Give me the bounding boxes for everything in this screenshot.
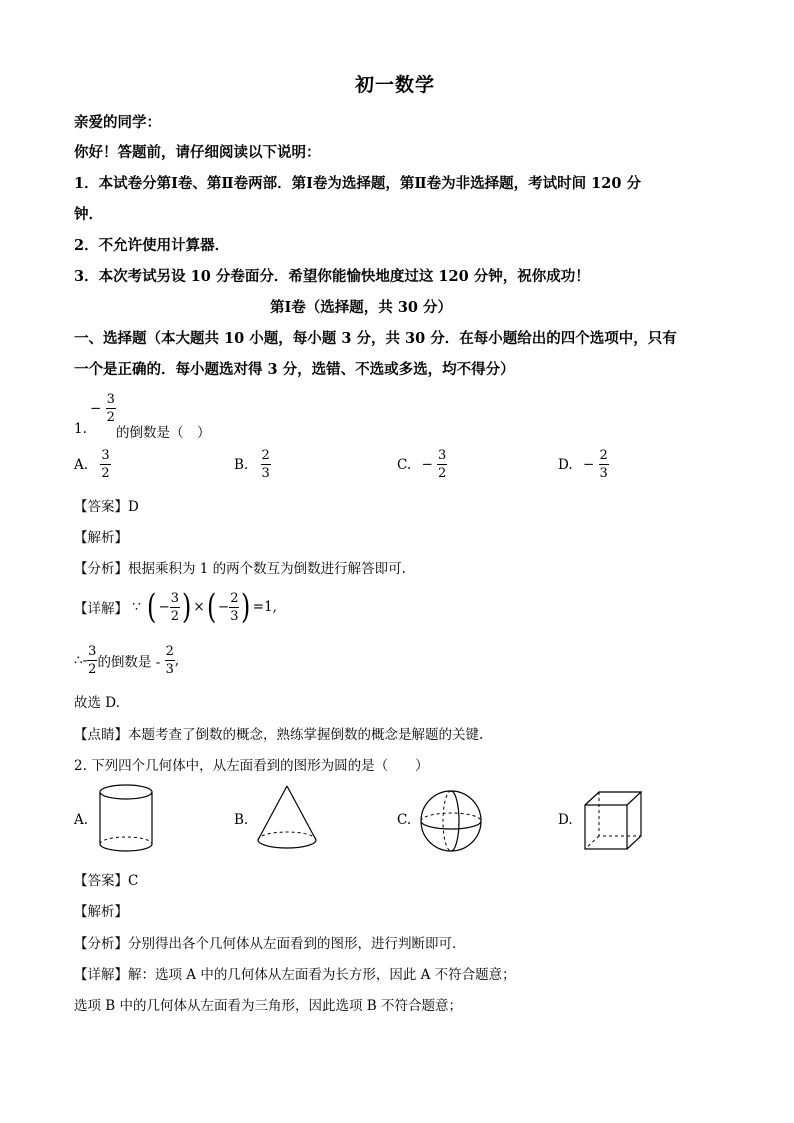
q2-detail-line-1 (74, 963, 516, 983)
q2-detail-line-2: 选项 B 中的几何体从左面看为三角形，因此选项 B 不符合题意； (74, 998, 463, 1014)
option-letter: A. (74, 456, 89, 473)
fraction-denominator: 3 (261, 466, 270, 481)
minus-sign: − (90, 400, 102, 417)
cylinder-icon (96, 782, 156, 854)
answer-tag: 【答案】 (74, 873, 128, 889)
q2-option-b-letter: B. (234, 812, 249, 828)
option-letter: D. (558, 456, 573, 473)
q1-detail-therefore (74, 645, 179, 676)
sphere-icon (418, 788, 484, 854)
q1-option-c (397, 449, 447, 480)
times-sign: × (193, 599, 205, 615)
q2-analysis-tag: 【解析】 (74, 904, 128, 920)
fraction-denominator: 2 (101, 466, 110, 481)
rule-2: 2．不允许使用计算器． (74, 237, 230, 254)
fraction-numerator: 3 (106, 392, 115, 407)
rule-1-line-2: 钟． (74, 206, 103, 223)
right-paren: ) (241, 587, 251, 627)
left-paren: ( (206, 587, 216, 627)
q1-expression (90, 393, 116, 424)
answer-value: C (128, 873, 139, 889)
fraction (100, 449, 110, 480)
option-sign: − (582, 456, 595, 473)
q1-option-b (234, 449, 271, 480)
detail-tag: 【详解】 (74, 967, 128, 983)
detail-text: 解：选项 A 中的几何体从左面看为长方形，因此 A 不符合题意； (128, 967, 516, 983)
fraction (229, 592, 239, 623)
page-title: 初一数学 (355, 74, 436, 96)
option-letter: C. (397, 456, 412, 473)
rule-3: 3．本次考试另设 10 分卷面分．希望你能愉快地度过这 120 分钟，祝你成功！ (74, 268, 590, 285)
section-instructions-line-2: 一个是正确的．每小题选对得 3 分，选错、不选或多选，均不得分） (74, 361, 515, 378)
fraction-denominator: 2 (170, 608, 180, 624)
fraction-numerator: 2 (230, 590, 239, 606)
answer-tag: 【答案】 (74, 499, 128, 515)
greeting: 亲爱的同学： (74, 114, 161, 131)
q1-conclusion: 故选 D. (74, 695, 120, 711)
q2-stem: 2. 下列四个几何体中，从左面看到的图形为圆的是（ ） (74, 758, 429, 774)
q1-dianjing (74, 723, 483, 743)
fraction-numerator: 2 (599, 448, 608, 463)
reciprocal-text: 的倒数是 - (97, 654, 161, 671)
cube-icon (582, 789, 644, 853)
q1-option-d (558, 449, 609, 480)
fraction-denominator: 3 (165, 662, 174, 677)
fraction-numerator: 3 (438, 448, 447, 463)
fenxi-text: 根据乘积为 1 的两个数互为倒数进行解答即可. (128, 561, 406, 577)
section-instructions-line-1: 一、选择题（本大题共 10 小题，每小题 3 分，共 30 分．在每小题给出的四个选项中，只有 (74, 330, 677, 347)
fenxi-tag: 【分析】 (74, 561, 128, 577)
q1-answer (74, 495, 139, 515)
right-paren: ) (182, 587, 192, 627)
comma: , (174, 652, 180, 669)
fraction (599, 449, 609, 480)
fraction-denominator: 2 (88, 662, 97, 677)
q2-option-c-letter: C. (397, 812, 412, 828)
q1-option-a (74, 449, 111, 480)
minus-sign: − (158, 599, 170, 615)
fraction-numerator: 3 (101, 448, 110, 463)
dianjing-tag: 【点睛】 (74, 727, 128, 743)
because-symbol: ∵ (132, 599, 141, 615)
fraction (437, 449, 447, 480)
equals-one: =1, (252, 599, 277, 615)
fraction (165, 645, 175, 676)
fraction-numerator: 2 (261, 448, 270, 463)
fraction-denominator: 2 (106, 410, 115, 425)
fraction (87, 645, 97, 676)
q1-stem: 的倒数是（ ） (116, 425, 211, 441)
q1-fenxi (74, 557, 406, 577)
left-paren: ( (147, 587, 157, 627)
q2-option-d-letter: D. (558, 812, 573, 828)
hello-line: 你好！答题前，请仔细阅读以下说明： (74, 144, 321, 161)
fraction-denominator: 3 (599, 466, 608, 481)
option-letter: B. (234, 456, 249, 473)
q1-detail-equation (74, 587, 277, 627)
fraction-denominator: 3 (230, 608, 239, 624)
q1-analysis-tag: 【解析】 (74, 530, 128, 546)
fenxi-tag: 【分析】 (74, 936, 128, 952)
minus-sign: − (217, 599, 230, 615)
fraction (170, 592, 180, 623)
detail-tag: 【详解】 (74, 601, 128, 617)
fraction-numerator: 3 (170, 590, 180, 606)
cone-icon (254, 784, 320, 854)
section-heading: 第Ⅰ卷（选择题，共 30 分） (270, 299, 453, 316)
therefore-symbol: ∴- (74, 652, 88, 669)
answer-value: D (128, 499, 139, 515)
rule-1-line-1: 1．本试卷分第Ⅰ卷、第Ⅱ卷两部．第Ⅰ卷为选择题，第Ⅱ卷为非选择题，考试时间 120 分 (74, 175, 641, 192)
q2-answer (74, 869, 138, 889)
fraction-numerator: 2 (165, 644, 174, 659)
fenxi-text: 分别得出各个几何体从左面看到的图形，进行判断即可． (128, 936, 466, 952)
q2-option-a-letter: A. (74, 812, 89, 828)
q1-number: 1. (74, 421, 87, 437)
fraction (261, 449, 271, 480)
fraction-denominator: 2 (438, 466, 447, 481)
dianjing-text: 本题考查了倒数的概念，熟练掌握倒数的概念是解题的关键. (128, 727, 484, 743)
fraction-numerator: 3 (88, 644, 97, 659)
fraction (106, 393, 116, 424)
option-sign: − (421, 456, 433, 473)
q2-fenxi (74, 932, 466, 952)
